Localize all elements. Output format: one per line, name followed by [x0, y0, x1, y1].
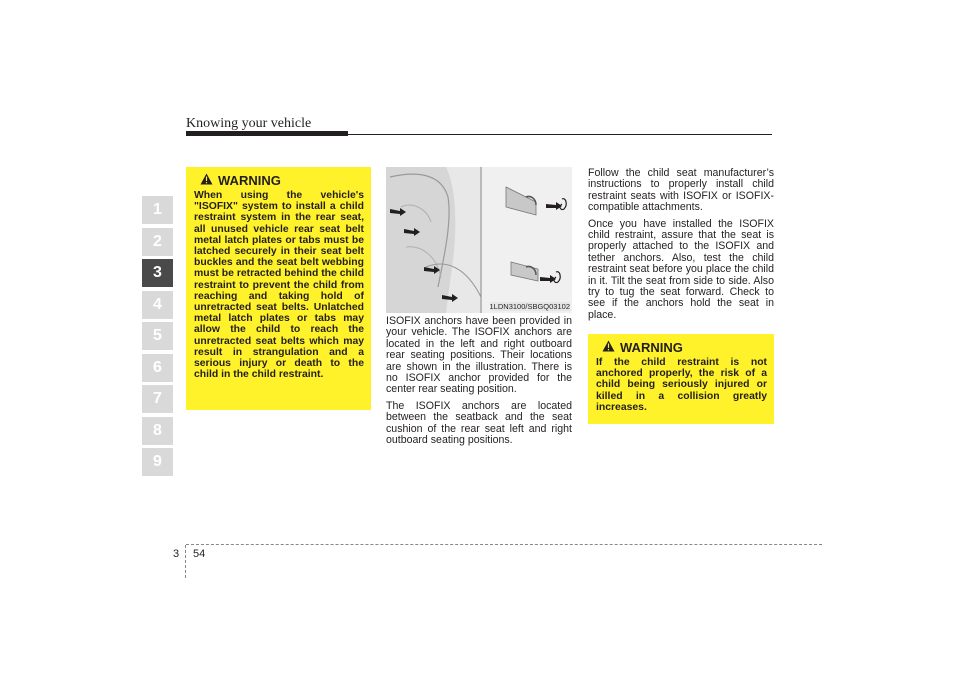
warning-text: If the child restraint is not anchored properly, the risk of a child being seriously injured or killed in a collision greatly increases. [596, 357, 767, 413]
right-column-text [588, 168, 774, 326]
chapter-tab-9: 9 [142, 448, 173, 476]
footer-page-number: 54 [193, 548, 206, 560]
warning-title: WARNING [620, 340, 683, 355]
chapter-tab-7: 7 [142, 385, 173, 413]
header-bar [186, 131, 348, 136]
warning-box-anchoring [588, 334, 774, 424]
warning-triangle-icon [200, 173, 213, 188]
footer-divider [185, 545, 186, 578]
chapter-tab-2: 2 [142, 228, 173, 256]
warning-triangle-icon [602, 340, 615, 355]
warning-text: When using the vehicle's "ISOFIX" system to install a child restraint system in the rear seat, all unused vehicle rear seat belt metal latch plates or tabs must be latched securely in their seat belt buckles and the seat belt webbing must be retracted behind the child restraint to prevent the child from reaching and taking hold of unretracted seat belts. Unlatched metal latch plates or tabs may allow the child to reach the unretracted seat belts which may result in strangulation and a serious injury or death to the child in the child restraint. [194, 190, 364, 381]
footer-chapter-number: 3 [173, 548, 180, 560]
chapter-tab-5: 5 [142, 322, 173, 350]
paragraph-anchor-locations: ISOFIX anchors have been provided in your vehicle. The ISOFIX anchors are located in the left and right outboard rear seating positions. Their locations are shown in the illustration. There is no ISOFIX anchor provided for the center rear seating position. [386, 315, 572, 396]
paragraph-installation-check: Once you have installed the ISOFIX child restraint, assure that the seat is properly attached to the ISOFIX and tether anchors. Also, test the child restraint seat before you place the child in it. Tilt the seat from side to side. Also try to tug the seat forward. Check to see if the anchors hold the seat in place. [588, 217, 774, 321]
chapter-tab-3: 3 [142, 259, 173, 287]
paragraph-anchor-position: The ISOFIX anchors are located between the seatback and the seat cushion of the rear seat left and right outboard seating positions. [386, 399, 572, 447]
paragraph-manufacturer-instructions: Follow the child seat manufacturer’s instructions to properly install child restraint seats with ISOFIX or ISOFIX-compatible attachments. [588, 167, 774, 214]
header-title: Knowing your vehicle [186, 116, 312, 131]
warning-box-isofix-belts [186, 167, 371, 410]
middle-column-text [386, 316, 572, 451]
chapter-tab-8: 8 [142, 417, 173, 445]
chapter-tab-1: 1 [142, 196, 173, 224]
footer-rule [186, 544, 822, 545]
figure-caption: 1LDN3100/SBGQ03102 [489, 302, 570, 311]
isofix-illustration [386, 167, 572, 313]
warning-title: WARNING [218, 173, 281, 188]
seat-anchor-drawing [386, 167, 572, 313]
header-rule [348, 134, 772, 135]
chapter-tab-4: 4 [142, 291, 173, 319]
chapter-tab-6: 6 [142, 354, 173, 382]
